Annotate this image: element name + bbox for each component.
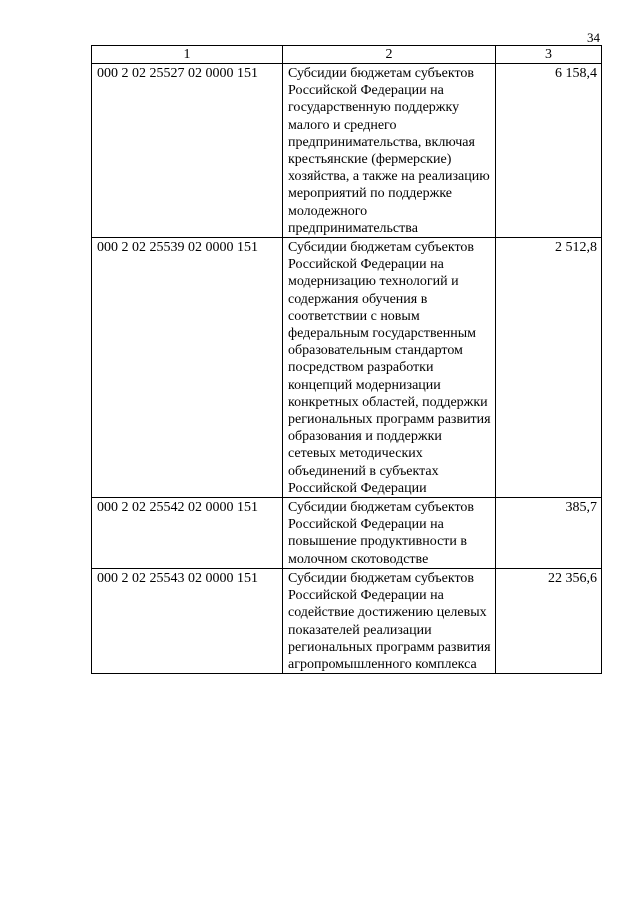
table-row <box>92 568 602 673</box>
budget-code-cell: 000 2 02 25543 02 0000 151 <box>92 568 283 673</box>
column-header-amount: 3 <box>496 46 602 64</box>
description-cell: Субсидии бюджетам субъектов Российской Федерации на повышение продуктивности в молочном скотоводстве <box>283 498 496 569</box>
amount-cell: 22 356,6 <box>496 568 602 673</box>
description-cell: Субсидии бюджетам субъектов Российской Федерации на государственную поддержку малого и среднего предпринимательства, включая крестьянские (фермерские) хозяйства, а также на реализацию мероприятий по поддержке молодежного предпринимательства <box>283 64 496 238</box>
budget-code-cell: 000 2 02 25542 02 0000 151 <box>92 498 283 569</box>
amount-cell: 385,7 <box>496 498 602 569</box>
description-cell: Субсидии бюджетам субъектов Российской Федерации на содействие достижению целевых показателей реализации региональных программ развития агропромышленного комплекса <box>283 568 496 673</box>
description-cell: Субсидии бюджетам субъектов Российской Федерации на модернизацию технологий и содержания обучения в соответствии с новым федеральным государственным образовательным стандартом посредством разработки концепций модернизации конкретных областей, поддержки региональных программ развития образования и поддержки сетевых методических объединений в субъектах Российской Федерации <box>283 238 496 498</box>
budget-code-cell: 000 2 02 25527 02 0000 151 <box>92 64 283 238</box>
budget-table <box>91 45 602 674</box>
table-row <box>92 238 602 498</box>
table-row <box>92 64 602 238</box>
table-row <box>92 498 602 569</box>
amount-cell: 2 512,8 <box>496 238 602 498</box>
column-header-code: 1 <box>92 46 283 64</box>
column-header-description: 2 <box>283 46 496 64</box>
amount-cell: 6 158,4 <box>496 64 602 238</box>
page-number: 34 <box>587 30 600 45</box>
budget-code-cell: 000 2 02 25539 02 0000 151 <box>92 238 283 498</box>
table-header-row <box>92 46 602 64</box>
